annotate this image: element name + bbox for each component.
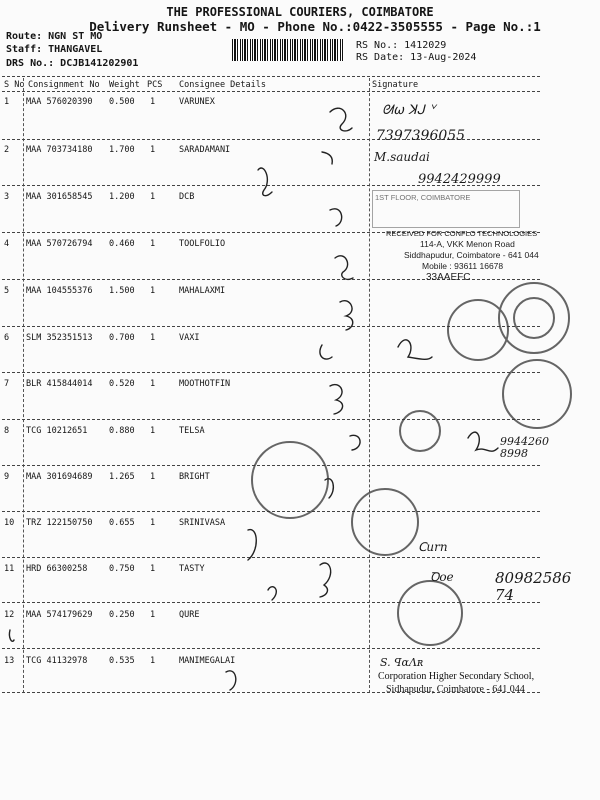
row-sno: 4 [4, 239, 10, 249]
row-consignee: SRINIVASA [179, 518, 226, 528]
row-weight: 0.520 [109, 379, 135, 389]
row-pcs: 1 [150, 97, 156, 107]
seal-stamp-row10 [352, 489, 418, 555]
row-weight: 1.700 [109, 145, 135, 155]
row-consignment: MAA 301694689 [26, 472, 93, 482]
floor-box-stamp [372, 190, 520, 228]
seal-stamp-row12 [398, 581, 462, 645]
row-sno: 5 [4, 286, 10, 296]
company-stamp-line3: Siddhapudur, Coimbatore - 641 044 [404, 250, 539, 260]
mark-row2 [258, 168, 272, 196]
rs-date: RS Date: 13-Aug-2024 [356, 52, 477, 63]
row-pcs: 1 [150, 518, 156, 528]
row-consignment: MAA 570726794 [26, 239, 93, 249]
row-consignment: TCG 10212651 [26, 426, 88, 436]
row-consignee: TASTY [179, 564, 205, 574]
row1-signature: ᘛ⍵ ꓘᒍ ᘁ [382, 103, 436, 118]
row-pcs: 1 [150, 333, 156, 343]
row-pcs: 1 [150, 192, 156, 202]
row-sno: 3 [4, 192, 10, 202]
document-subtitle: Delivery Runsheet - MO - Phone No.:0422-3505555 - Page No.:1 [89, 19, 541, 34]
row3-phone-handwritten: 9942429999 [418, 172, 501, 187]
row-consignee: TOOLFOLIO [179, 239, 226, 249]
row-sno: 13 [4, 656, 15, 666]
row-weight: 1.500 [109, 286, 135, 296]
row-consignment: MAA 104555376 [26, 286, 93, 296]
col-signature-header: Signature [372, 80, 419, 90]
row-consignment: MAA 576020390 [26, 97, 93, 107]
row-weight: 0.535 [109, 656, 135, 666]
row-sno: 12 [4, 610, 15, 620]
row-sno: 10 [4, 518, 15, 528]
row-pcs: 1 [150, 145, 156, 155]
row-consignee: QURE [179, 610, 200, 620]
rs-number: RS No.: 1412029 [356, 40, 447, 51]
row-weight: 0.700 [109, 333, 135, 343]
row-weight: 1.200 [109, 192, 135, 202]
col-consignee-header: Consignee Details [179, 80, 266, 90]
row-weight: 0.460 [109, 239, 135, 249]
school-stamp-line1: Corporation Higher Secondary School, [378, 671, 535, 682]
signature-row8 [468, 432, 498, 451]
row-sno: 6 [4, 333, 10, 343]
row-consignee: SARADAMANI [179, 145, 231, 155]
row10-signature: ꓚurn [418, 540, 448, 554]
row-weight: 0.750 [109, 564, 135, 574]
row2-name-handwritten: M.saudai [374, 150, 430, 164]
row-consignment: BLR 415844014 [26, 379, 93, 389]
floor-box-stamp-text: 1ST FLOOR, COIMBATORE [375, 193, 471, 202]
row-consignee: VARUNEX [179, 97, 215, 107]
row8-phone-handwritten: 9944260 8998 [500, 435, 549, 460]
row-consignee: MANIMEGALAI [179, 656, 236, 666]
company-stamp-line5: 33AAEFC [426, 272, 471, 283]
row-consignee: BRIGHT [179, 472, 210, 482]
row-consignment: SLM 352351513 [26, 333, 93, 343]
row-consignee: TELSA [179, 426, 205, 436]
row-weight: 0.250 [109, 610, 135, 620]
route-label: Route: NGN ST MO [6, 31, 103, 42]
company-stamp-line1: RECEIVED FOR CONFLO TECHNOLOGIES [386, 229, 538, 238]
row-weight: 0.500 [109, 97, 135, 107]
row-consignee: VAXI [179, 333, 200, 343]
row-weight: 0.880 [109, 426, 135, 436]
mark-row1 [330, 108, 352, 131]
row-consignment: MAA 574179629 [26, 610, 93, 620]
col-sno-header: S No [4, 80, 25, 90]
row-consignment: MAA 301658545 [26, 192, 93, 202]
seal-stamp-row7 [503, 360, 571, 428]
seal-stamp-row6 [448, 300, 508, 360]
row-weight: 1.265 [109, 472, 135, 482]
row-sno: 8 [4, 426, 10, 436]
row-pcs: 1 [150, 656, 156, 666]
row-consignee: DCB [179, 192, 195, 202]
row13-signature: S. ꟼαΛʀ [380, 656, 424, 669]
school-stamp-line2: Sidhapudur, Coimbatore - 641 044 [386, 684, 525, 695]
col-weight-header: Weight [109, 80, 140, 90]
row-pcs: 1 [150, 239, 156, 249]
seal-stamp-row9 [252, 442, 328, 518]
row-sno: 9 [4, 472, 10, 482]
row-consignment: MAA 703734180 [26, 145, 93, 155]
row-pcs: 1 [150, 564, 156, 574]
row-consignment: HRD 66300258 [26, 564, 88, 574]
row-sno: 11 [4, 564, 15, 574]
staff-label: Staff: THANGAVEL [6, 44, 103, 55]
col-consignment-header: Consignment No [28, 80, 100, 90]
row-consignee: MAHALAXMI [179, 286, 226, 296]
drs-number: DRS No.: DCJB141202901 [6, 58, 139, 69]
row-sno: 7 [4, 379, 10, 389]
col-pcs-header: PCS [147, 80, 163, 90]
row11-phone-handwritten: 8098258674 [495, 569, 572, 604]
row2-phone-handwritten: 7397396055 [376, 128, 466, 144]
document-title: THE PROFESSIONAL COURIERS, COIMBATORE [166, 5, 434, 19]
company-address-stamp [386, 228, 556, 283]
row11-signature: Ꝺoe [430, 570, 454, 584]
row-sno: 2 [4, 145, 10, 155]
row-consignment: TCG 41132978 [26, 656, 88, 666]
row-weight: 0.655 [109, 518, 135, 528]
row-pcs: 1 [150, 610, 156, 620]
row-pcs: 1 [150, 286, 156, 296]
row-pcs: 1 [150, 379, 156, 389]
company-stamp-line2: 114-A, VKK Menon Road [420, 239, 515, 249]
company-stamp-line4: Mobile : 93611 16678 [422, 261, 504, 271]
row-consignee: MOOTHOTFIN [179, 379, 231, 389]
row-consignment: TRZ 122150750 [26, 518, 93, 528]
row-pcs: 1 [150, 426, 156, 436]
seal-stamp-row8 [400, 411, 440, 451]
row-sno: 1 [4, 97, 10, 107]
signature-row6 [398, 340, 432, 360]
row-pcs: 1 [150, 472, 156, 482]
